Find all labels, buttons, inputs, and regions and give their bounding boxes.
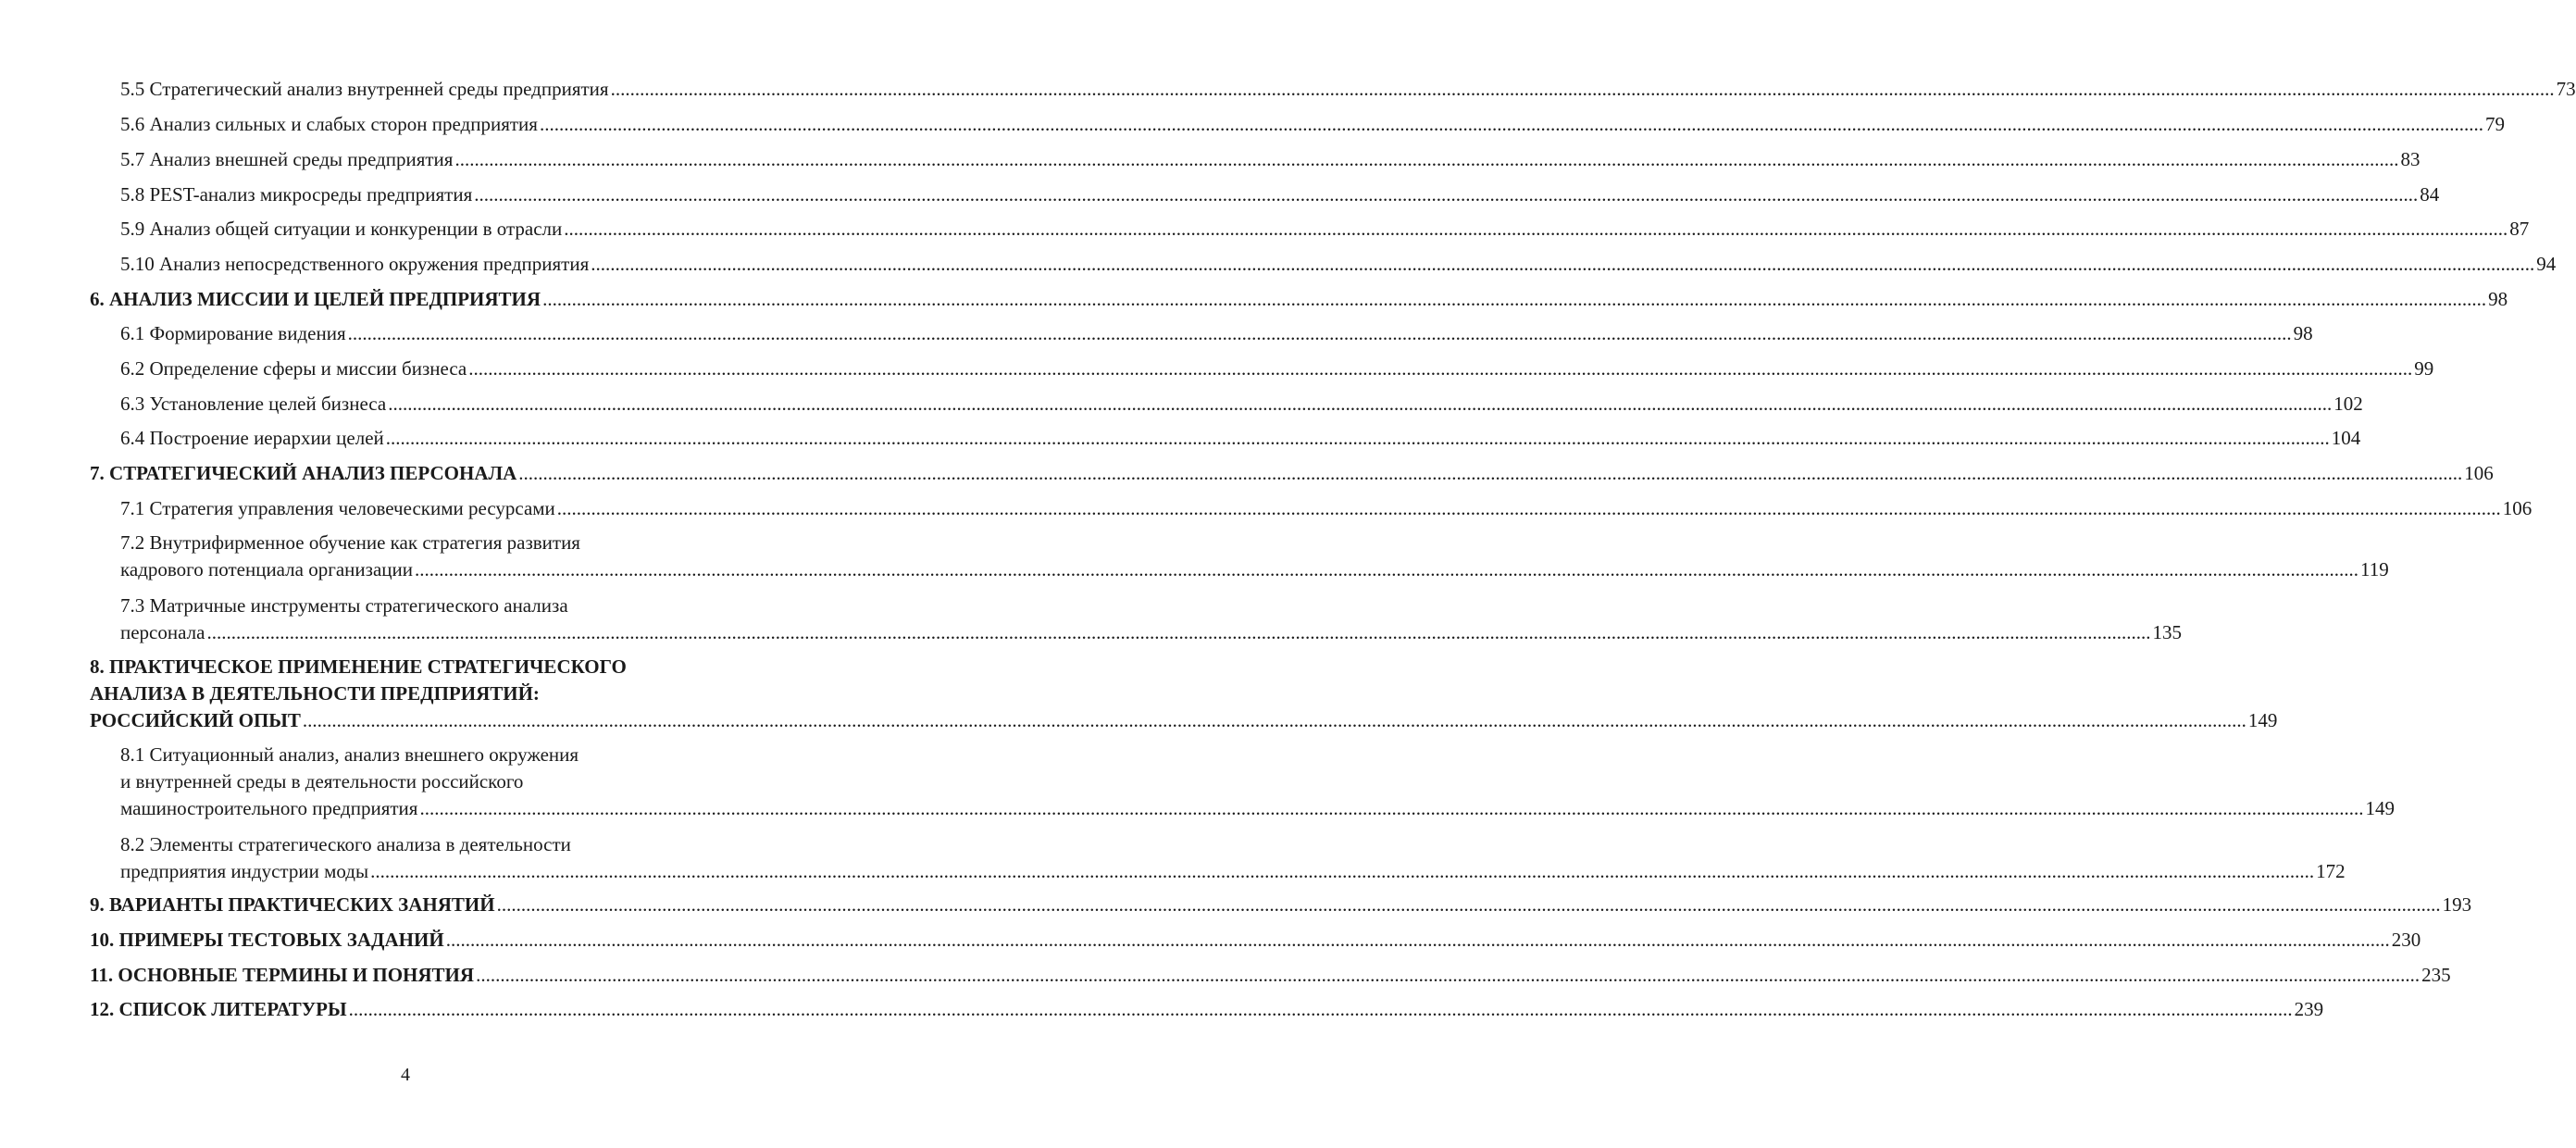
- toc-entry-line: [120, 831, 571, 858]
- toc-entry-title: 6.2 Определение сферы и миссии бизнеса: [120, 357, 467, 380]
- toc-entry-line: [120, 251, 2557, 278]
- toc-page-number: 119: [2359, 558, 2389, 580]
- toc-entry-line: [120, 391, 2363, 418]
- dot-leader: ................................................................................................................................................................................................................................................................................................................................................................................................................: [542, 288, 2487, 310]
- toc-entry-line: [120, 425, 2361, 452]
- toc-page-number: 239: [2294, 998, 2324, 1020]
- dot-leader: ................................................................................................................................................................................................................................................................................................................................................................................................................: [302, 709, 2246, 731]
- dot-leader: ................................................................................................................................................................................................................................................................................................................................................................................................................: [610, 78, 2555, 100]
- toc-entry-line: [120, 619, 2182, 646]
- dot-leader: ................................................................................................................................................................................................................................................................................................................................................................................................................: [370, 860, 2315, 882]
- dot-leader: ................................................................................................................................................................................................................................................................................................................................................................................................................: [348, 998, 2293, 1020]
- dot-leader: ................................................................................................................................................................................................................................................................................................................................................................................................................: [476, 964, 2420, 986]
- toc-entry-line: [90, 286, 2508, 313]
- toc-entry-title: 6. АНАЛИЗ МИССИИ И ЦЕЛЕЙ ПРЕДПРИЯТИЯ: [90, 288, 541, 310]
- toc-entry[interactable]: [0, 962, 2451, 989]
- toc-entry-line: [90, 892, 2472, 918]
- toc-entry-title: 9. ВАРИАНТЫ ПРАКТИЧЕСКИХ ЗАНЯТИЙ: [90, 893, 495, 916]
- toc-page-number: 94: [2536, 253, 2557, 275]
- toc-page-number: 106: [2464, 462, 2494, 484]
- toc-entry-line: [120, 858, 2346, 885]
- toc-page-number: 99: [2414, 357, 2434, 380]
- toc-entry-title: 10. ПРИМЕРЫ ТЕСТОВЫХ ЗАДАНИЙ: [90, 929, 444, 951]
- toc-entry-title: 7.2 Внутрифирменное обучение как стратегия развития: [120, 531, 580, 554]
- toc-entry-line: [120, 111, 2505, 138]
- toc-entry[interactable]: [0, 927, 2421, 954]
- toc-page-number: 135: [2152, 621, 2182, 643]
- toc-page-number: 193: [2442, 893, 2472, 916]
- dot-leader: ................................................................................................................................................................................................................................................................................................................................................................................................................: [556, 497, 2501, 519]
- toc-entry[interactable]: [0, 460, 2494, 487]
- toc-entry-line: [120, 742, 579, 768]
- toc-entry-line: [120, 495, 2532, 522]
- toc-page-number: 98: [2293, 322, 2313, 344]
- toc-entry-line: [120, 556, 2389, 583]
- dot-leader: ................................................................................................................................................................................................................................................................................................................................................................................................................: [419, 797, 2364, 819]
- toc-entry-line: [120, 530, 580, 556]
- toc-entry-title: 5.9 Анализ общей ситуации и конкуренции в отрасли: [120, 218, 563, 240]
- toc-entry-title: предприятия индустрии моды: [120, 860, 369, 882]
- toc-page-number: 149: [2247, 709, 2278, 731]
- dot-leader: ................................................................................................................................................................................................................................................................................................................................................................................................................: [496, 893, 2441, 916]
- toc-entry-title: и внутренней среды в деятельности российского: [120, 770, 524, 792]
- toc-entry-line: [90, 654, 627, 680]
- toc-entry-line: [90, 460, 2494, 487]
- toc-page-number: 230: [2391, 929, 2421, 951]
- toc-entry[interactable]: [0, 654, 2278, 734]
- toc-entry[interactable]: [0, 831, 2346, 885]
- toc-entry-title: 11. ОСНОВНЫЕ ТЕРМИНЫ И ПОНЯТИЯ: [90, 964, 475, 986]
- toc-entry-title: 5.8 PEST-анализ микросреды предприятия: [120, 183, 473, 206]
- toc-entry[interactable]: [0, 425, 2361, 452]
- toc-entry[interactable]: [0, 181, 2440, 208]
- toc-page-number: 235: [2421, 964, 2451, 986]
- dot-leader: ................................................................................................................................................................................................................................................................................................................................................................................................................: [347, 322, 2292, 344]
- toc-page-number: 73: [2556, 78, 2576, 100]
- toc-entry-title: 7. СТРАТЕГИЧЕСКИЙ АНАЛИЗ ПЕРСОНАЛА: [90, 462, 517, 484]
- toc-entry-title: 5.10 Анализ непосредственного окружения предприятия: [120, 253, 590, 275]
- toc-page-number: 104: [2331, 427, 2361, 449]
- toc-entry-line: [90, 680, 540, 707]
- dot-leader: ................................................................................................................................................................................................................................................................................................................................................................................................................: [445, 929, 2390, 951]
- dot-leader: ................................................................................................................................................................................................................................................................................................................................................................................................................: [474, 183, 2419, 206]
- toc-entry-title: 8. ПРАКТИЧЕСКОЕ ПРИМЕНЕНИЕ СТРАТЕГИЧЕСКОГО: [90, 655, 627, 678]
- toc-entry[interactable]: [0, 286, 2508, 313]
- toc-entry-title: 6.1 Формирование видения: [120, 322, 346, 344]
- toc-entry[interactable]: [0, 356, 2434, 382]
- toc-entry-title: 7.1 Стратегия управления человеческими ресурсами: [120, 497, 555, 519]
- toc-entry-line: [90, 962, 2451, 989]
- toc-entry[interactable]: [0, 391, 2363, 418]
- toc-entry-title: машиностроительного предприятия: [120, 797, 418, 819]
- page-number: 4: [401, 1065, 410, 1085]
- toc-entry-line: [90, 927, 2421, 954]
- toc-entry[interactable]: [0, 996, 2324, 1023]
- toc-entry-line: [120, 320, 2313, 347]
- toc-entry-title: 5.5 Стратегический анализ внутренней среды предприятия: [120, 78, 609, 100]
- toc-entry[interactable]: [0, 320, 2313, 347]
- toc-entry-title: АНАЛИЗА В ДЕЯТЕЛЬНОСТИ ПРЕДПРИЯТИЙ:: [90, 682, 540, 705]
- toc-page-number: 87: [2509, 218, 2530, 240]
- toc-entry-line: [120, 146, 2420, 173]
- toc-entry-title: 5.6 Анализ сильных и слабых сторон предприятия: [120, 113, 538, 135]
- toc-entry-title: 8.2 Элементы стратегического анализа в деятельности: [120, 833, 571, 855]
- toc-entry-title: 7.3 Матричные инструменты стратегического анализа: [120, 594, 568, 617]
- toc-entry-title: кадрового потенциала организации: [120, 558, 413, 580]
- toc-entry[interactable]: [0, 216, 2530, 243]
- toc-entry[interactable]: [0, 593, 2182, 646]
- toc-page-number: 98: [2488, 288, 2508, 310]
- toc-entry-title: персонала: [120, 621, 205, 643]
- dot-leader: ................................................................................................................................................................................................................................................................................................................................................................................................................: [518, 462, 2463, 484]
- toc-entry-line: [120, 76, 2576, 103]
- dot-leader: ................................................................................................................................................................................................................................................................................................................................................................................................................: [388, 393, 2333, 415]
- toc-entry[interactable]: [0, 251, 2557, 278]
- dot-leader: ................................................................................................................................................................................................................................................................................................................................................................................................................: [564, 218, 2508, 240]
- toc-entry-title: 6.4 Построение иерархии целей: [120, 427, 384, 449]
- toc-entry[interactable]: [0, 892, 2472, 918]
- toc-page-number: 84: [2420, 183, 2440, 206]
- toc-entry[interactable]: [0, 530, 2389, 583]
- toc-page-number: 79: [2484, 113, 2505, 135]
- toc-page-number: 172: [2316, 860, 2346, 882]
- dot-leader: ................................................................................................................................................................................................................................................................................................................................................................................................................: [468, 357, 2413, 380]
- toc-entry-line: [90, 707, 2278, 734]
- toc-page-number: 106: [2502, 497, 2532, 519]
- toc-entry-line: [120, 181, 2440, 208]
- dot-leader: ................................................................................................................................................................................................................................................................................................................................................................................................................: [454, 148, 2399, 170]
- dot-leader: ................................................................................................................................................................................................................................................................................................................................................................................................................: [385, 427, 2330, 449]
- toc-entry-line: [120, 356, 2434, 382]
- toc-entry-title: 12. СПИСОК ЛИТЕРАТУРЫ: [90, 998, 347, 1020]
- toc-entry[interactable]: [0, 146, 2420, 173]
- toc-entry-title: 6.3 Установление целей бизнеса: [120, 393, 387, 415]
- toc-entry-line: [120, 216, 2530, 243]
- toc-entry-title: 8.1 Ситуационный анализ, анализ внешнего окружения: [120, 743, 579, 766]
- toc-entry-title: 5.7 Анализ внешней среды предприятия: [120, 148, 454, 170]
- toc-entry[interactable]: [0, 742, 2395, 822]
- dot-leader: ................................................................................................................................................................................................................................................................................................................................................................................................................: [414, 558, 2358, 580]
- toc-entry[interactable]: [0, 76, 2576, 103]
- toc-page-number: 102: [2333, 393, 2363, 415]
- toc-entry-title: РОССИЙСКИЙ ОПЫТ: [90, 709, 301, 731]
- toc-entry-line: [90, 996, 2324, 1023]
- toc-entry[interactable]: [0, 495, 2532, 522]
- dot-leader: ................................................................................................................................................................................................................................................................................................................................................................................................................: [591, 253, 2535, 275]
- toc-entry-line: [120, 795, 2395, 822]
- dot-leader: ................................................................................................................................................................................................................................................................................................................................................................................................................: [206, 621, 2151, 643]
- toc-entry-line: [120, 768, 523, 795]
- toc-page-number: 83: [2400, 148, 2420, 170]
- toc-page-number: 149: [2365, 797, 2395, 819]
- dot-leader: ................................................................................................................................................................................................................................................................................................................................................................................................................: [539, 113, 2483, 135]
- toc-entry-line: [120, 593, 568, 619]
- toc-entry[interactable]: [0, 111, 2505, 138]
